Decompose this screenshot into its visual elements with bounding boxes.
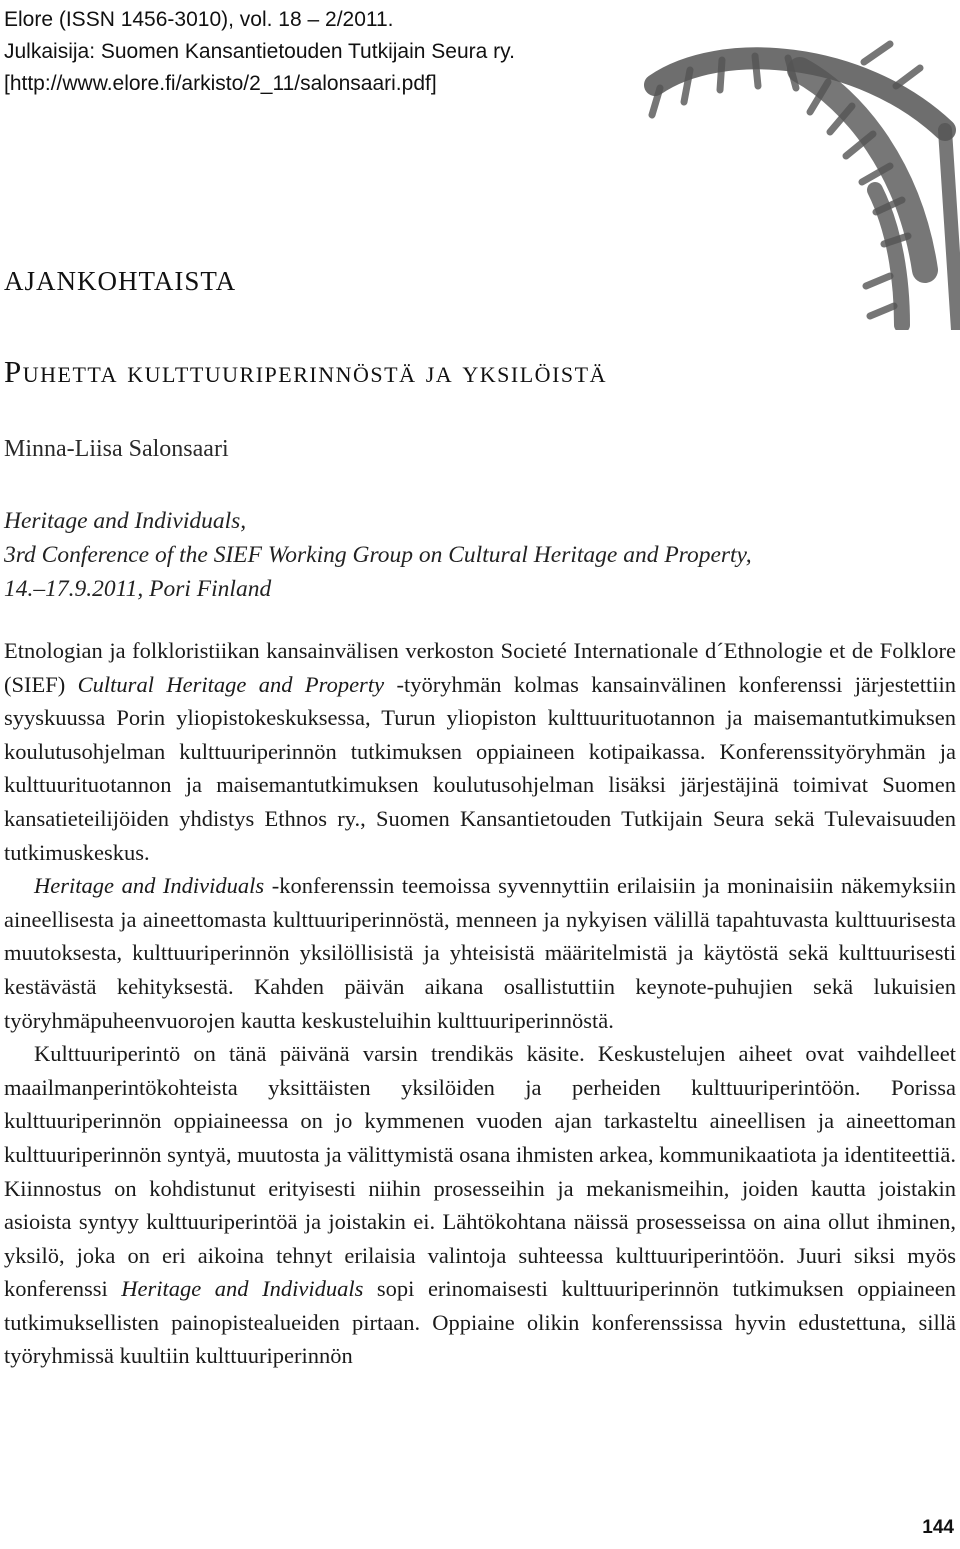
article-body <box>4 634 956 1373</box>
event-name: Heritage and Individuals, <box>4 508 247 534</box>
paragraph-1-italic: Cultural Heritage and Property <box>77 671 385 697</box>
journal-url[interactable]: [http://www.elore.fi/arkisto/2_11/salonsaari.pdf] <box>4 72 437 95</box>
paragraph-2-italic: Heritage and Individuals <box>34 873 265 899</box>
article-author: Minna-Liisa Salonsaari <box>4 436 229 462</box>
paragraph-1-text-c: -työryhmän kolmas kansainvälinen konferenssi järjestettiin syyskuussa Porin yliopistokeskuksessa, Turun yliopiston kulttuurituotannon ja maisemantutkimuksen koulutusohjelman kulttuuriperinnön tutkimuksen oppiaineen kotipaikassa. Konferenssityöryhmän ja kulttuurituotannon ja maisemantutkimuksen koulutusohjelman lisäksi järjestäjinä toimivat Suomen kansatieteilijöiden yhdistys Ethnos ry., Suomen Kansantietouden Tutkijain Seura sekä Tulevaisuuden tutkimuskeskus. <box>4 671 956 865</box>
paragraph-2 <box>4 869 956 1037</box>
journal-citation: Elore (ISSN 1456-3010), vol. 18 – 2/2011. <box>4 8 394 31</box>
paragraph-3-italic: Heritage and Individuals <box>121 1276 364 1302</box>
event-conference: 3rd Conference of the SIEF Working Group on Cultural Heritage and Property, <box>4 542 752 568</box>
paragraph-3-text-a: Kulttuuriperintö on tänä päivänä varsin trendikäs käsite. Keskustelujen aiheet ovat vaihdelleet maailmanperintökohteista yksittäisten yksilöiden ja perheiden kulttuuriperintöön. Porissa kulttuuriperinnön oppiaineessa on jo kymmenen vuoden ajan tarkasteltu aineellisen ja aineettoman kulttuuriperinnön syntyä, muutosta ja välittymistä osana ihmisten arkea, kommunikaatiota ja identiteettiä. Kiinnostus on kohdistunut erityisesti niihin prosesseihin ja mekanismeihin, joiden kautta joistakin asioista syntyy kulttuuriperintöä ja joistakin ei. Lähtökohtana näissä prosesseissa on aina ollut ihminen, yksilö, joka on eri aikoina tehnyt erilaisia valintoja suhteessa kulttuuriperintöön. Juuri siksi myös konferenssi <box>4 1041 956 1302</box>
paragraph-2-text-b: -konferenssin teemoissa syvennyttiin erilaisiin ja moninaisiin näkemyksiin aineellisesta ja aineettomasta kulttuuriperinnöstä, menneen ja nykyisen välillä tapahtuvasta kulttuurisesta muutoksesta, kulttuuriperinnön yksilöllisistä ja yhteisistä määritelmistä ja käytöstä sekä kulttuurisesti kestävästä kehityksestä. Kahden päivän aikana osallistuttiin keynote-puhujien sekä lukuisien työryhmäpuheenvuorojen kautta keskusteluihin kulttuuriperinnöstä. <box>4 873 956 1033</box>
paragraph-3 <box>4 1037 956 1373</box>
paragraph-1 <box>4 634 956 869</box>
event-info <box>4 504 904 606</box>
section-label: AJANKOHTAISTA <box>4 266 237 296</box>
paragraph-3-text-c: sopi erinomaisesti kulttuuriperinnön tutkimuksen oppiaineen tutkimuksellisten painopistealueiden pirtaan. Oppiaine olikin konferenssissa hyvin edustettuna, sillä työryhmissä kuultiin kulttuuriperinnön <box>4 1276 956 1369</box>
paragraph-1-text-a: Etnologian ja folkloristiikan kansainvälisen verkoston Societé Internationale d´Ethnologie et de Folklore (SIEF) <box>4 638 956 697</box>
page-number: 144 <box>922 1517 954 1538</box>
article-title: Puhetta kulttuuriperinnöstä ja yksilöistä <box>4 354 607 389</box>
journal-publisher: Julkaisija: Suomen Kansantietouden Tutkijain Seura ry. <box>4 40 515 63</box>
elore-reindeer-logo-icon <box>640 40 960 330</box>
journal-header <box>4 4 515 100</box>
event-date-place: 14.–17.9.2011, Pori Finland <box>4 576 272 602</box>
